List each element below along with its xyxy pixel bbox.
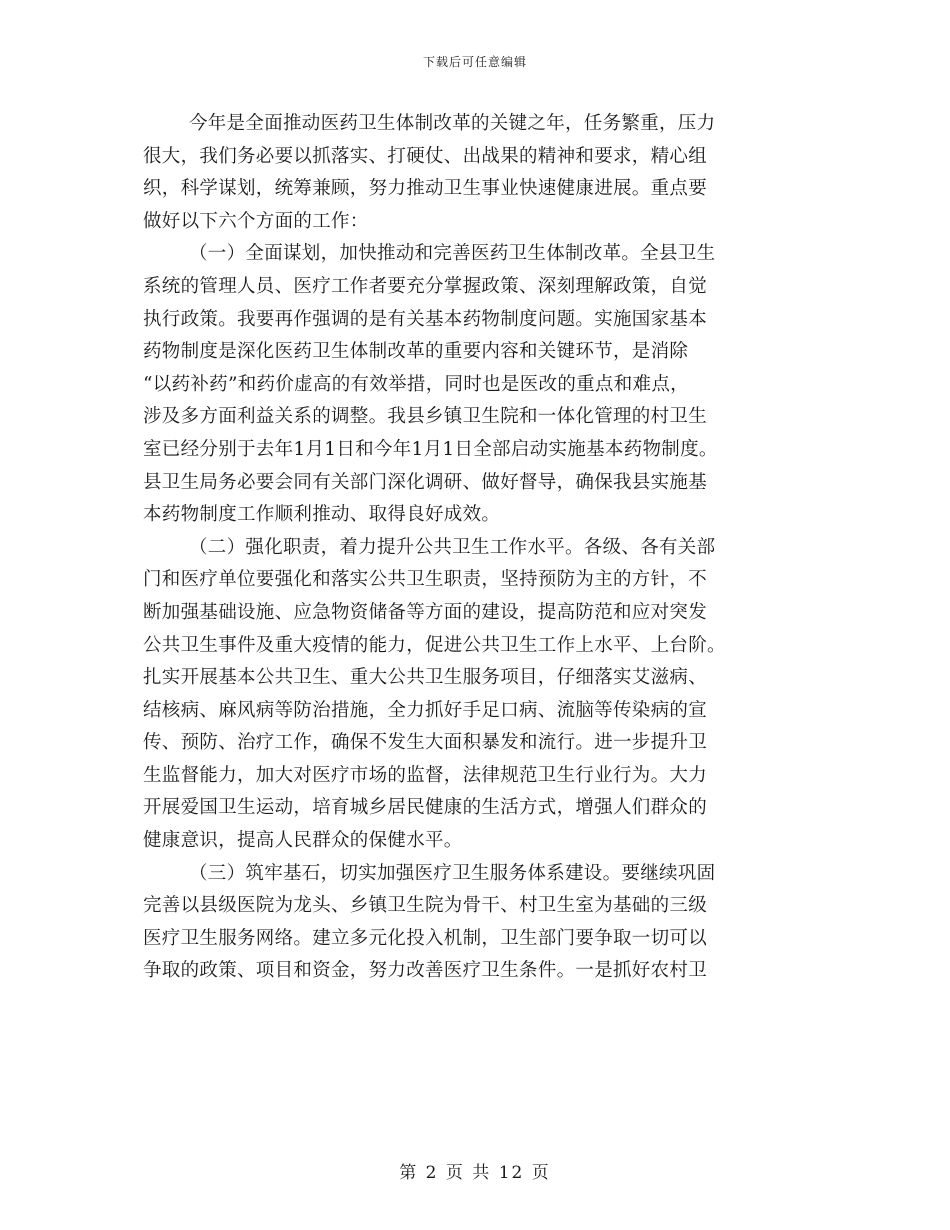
page-footer <box>0 1158 950 1183</box>
footer-current-page: 2 <box>425 1163 439 1183</box>
text-line: 织，科学谋划，统筹兼顾，努力推动卫生事业快速健康进展。重点要 <box>143 178 708 200</box>
text-line: 执行政策。我要再作强调的是有关基本药物制度问题。实施国家基本 <box>143 308 708 330</box>
text-line: 扎实开展基本公共卫生、重大公共卫生服务项目，仔细落实艾滋病、 <box>143 667 708 689</box>
text-line: 健康意识，提高人民群众的保健水平。 <box>143 830 463 852</box>
text-line: 传、预防、治疗工作，确保不发生大面积暴发和流行。进一步提升卫 <box>143 732 708 754</box>
text-line: （三）筑牢基石，切实加强医疗卫生服务体系建设。要继续巩固 <box>189 862 716 884</box>
text-line: 药物制度是深化医药卫生体制改革的重要内容和关键环节，是消除 <box>143 341 689 363</box>
text-line: 争取的政策、项目和资金，努力改善医疗卫生条件。一是抓好农村卫 <box>143 960 708 982</box>
text-line: 开展爱国卫生运动，培育城乡居民健康的生活方式，增强人们群众的 <box>143 797 708 819</box>
text-line: 室已经分别于去年1月1日和今年1月1日全部启动实施基本药物制度。 <box>143 438 718 460</box>
text-line: 断加强基础设施、应急物资储备等方面的建设，提高防范和应对突发 <box>143 601 708 623</box>
text-line: 医疗卫生服务网络。建立多元化投入机制，卫生部门要争取一切可以 <box>143 927 708 949</box>
text-line: （一）全面谋划，加快推动和完善医药卫生体制改革。全县卫生 <box>189 243 716 265</box>
text-line: 很大，我们务必要以抓落实、打硬仗、出战果的精神和要求，精心组 <box>143 145 708 167</box>
text-line: “以药补药”和药价虚高的有效举措，同时也是医改的重点和难点， <box>143 373 689 395</box>
text-line: 结核病、麻风病等防治措施，全力抓好手足口病、流脑等传染病的宣 <box>143 699 708 721</box>
text-line: 本药物制度工作顺利推动、取得良好成效。 <box>143 504 501 526</box>
text-line: （二）强化职责，着力提升公共卫生工作水平。各级、各有关部 <box>189 536 716 558</box>
text-line: 门和医疗单位要强化和落实公共卫生职责，坚持预防为主的方针，不 <box>143 569 708 591</box>
text-line: 县卫生局务必要会同有关部门深化调研、做好督导，确保我县实施基 <box>143 471 708 493</box>
text-line: 系统的管理人员、医疗工作者要充分掌握政策、深刻理解政策，自觉 <box>143 275 708 297</box>
footer-middle: 页 共 <box>445 1163 492 1183</box>
text-line: 公共卫生事件及重大疫情的能力，促进公共卫生工作上水平、上台阶。 <box>143 634 726 656</box>
text-line: 今年是全面推动医药卫生体制改革的关键之年，任务繁重，压力 <box>189 113 716 134</box>
document-body <box>143 108 805 988</box>
footer-suffix: 页 <box>531 1163 551 1183</box>
footer-prefix: 第 <box>399 1163 419 1183</box>
text-line: 生监督能力，加大对医疗市场的监督，法律规范卫生行业行为。大力 <box>143 764 708 786</box>
page-header-note: 下载后可任意编辑 <box>422 55 527 69</box>
text-line: 做好以下六个方面的工作： <box>143 210 369 232</box>
text-line: 完善以县级医院为龙头、乡镇卫生院为骨干、村卫生室为基础的三级 <box>143 895 708 917</box>
footer-total-pages: 12 <box>498 1163 525 1183</box>
text-line: 涉及多方面利益关系的调整。我县乡镇卫生院和一体化管理的村卫生 <box>143 406 708 428</box>
